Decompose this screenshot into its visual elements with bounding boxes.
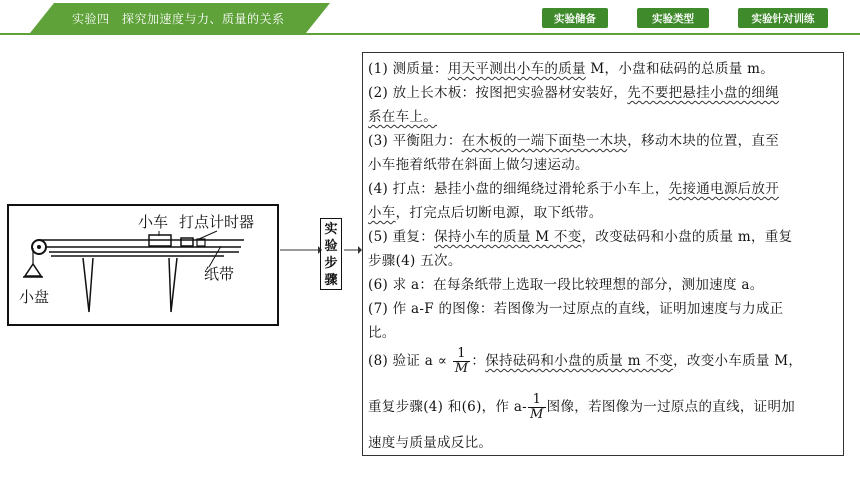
step-5-cont: 步骤(4) 五次。: [368, 253, 462, 269]
step-5: (5) 重复：保持小车的质量 M 不变，改变砝码和小盘的质量 m，重复: [368, 229, 793, 245]
tab-experiment-preparation[interactable]: 实验储备: [542, 8, 608, 28]
step-2: (2) 放上长木板：按图把实验器材安装好，先不要把悬挂小盘的细绳: [368, 85, 780, 101]
tray-icon: [25, 264, 41, 276]
label-car: 小车: [138, 213, 169, 231]
timer-icon: [181, 238, 193, 246]
header-divider: [0, 33, 860, 35]
fraction: $\frac{1}{M}$: [454, 346, 469, 376]
tab-experiment-types[interactable]: 实验类型: [637, 8, 709, 28]
top-bar: [0, 0, 860, 32]
label-tape: 纸带: [204, 265, 235, 283]
step-7-cont: 比。: [368, 325, 396, 341]
fraction: $\frac{1}{M}$: [530, 392, 544, 422]
steps-panel: [362, 52, 844, 456]
apparatus-diagram: [7, 204, 279, 326]
step-4-cont: 小车，打完点后切断电源，取下纸带。: [368, 205, 603, 221]
step-8-cont: 重复步骤(4) 和(6)，作 a- $\frac{1}{M}$ 图像，若图像为一过原点的直线，证明加: [368, 392, 796, 422]
step-3-cont: 小车拖着纸带在斜面上做匀速运动。: [368, 157, 589, 173]
step-7: (7) 作 a-F 的图像：若图像为一过原点的直线，证明加速度与力成正: [368, 301, 784, 317]
step-8-cont-2: 速度与质量成反比。: [368, 435, 493, 451]
step-4: (4) 打点：悬挂小盘的细绳绕过滑轮系于小车上，先接通电源后放开: [368, 181, 780, 197]
tab-experiment-training[interactable]: 实验针对训练: [738, 8, 828, 28]
steps-label-char: 骤: [324, 273, 338, 288]
steps-label-char: 实: [324, 222, 338, 237]
steps-label-char: 验: [324, 239, 338, 254]
label-tray: 小盘: [19, 288, 50, 306]
page-title: 实验四 探究加速度与力、质量的关系: [72, 12, 285, 26]
step-1: (1) 测质量：用天平测出小车的质量 M，小盘和砝码的总质量 m。: [368, 61, 775, 77]
step-6: (6) 求 a：在每条纸带上选取一段比较理想的部分，测加速度 a。: [368, 277, 764, 293]
step-2-cont: 系在车上。: [368, 109, 437, 125]
step-8: (8) 验证 a ∝ $\frac{1}{M}$ ：保持砝码和小盘的质量 m 不变，改变小车质量 M，: [368, 346, 803, 376]
steps-label-char: 步: [324, 256, 338, 271]
step-3: (3) 平衡阻力：在木板的一端下面垫一木块，移动木块的位置，直至: [368, 133, 780, 149]
label-timer: 打点计时器: [179, 213, 255, 231]
steps-label-box: [320, 218, 342, 290]
